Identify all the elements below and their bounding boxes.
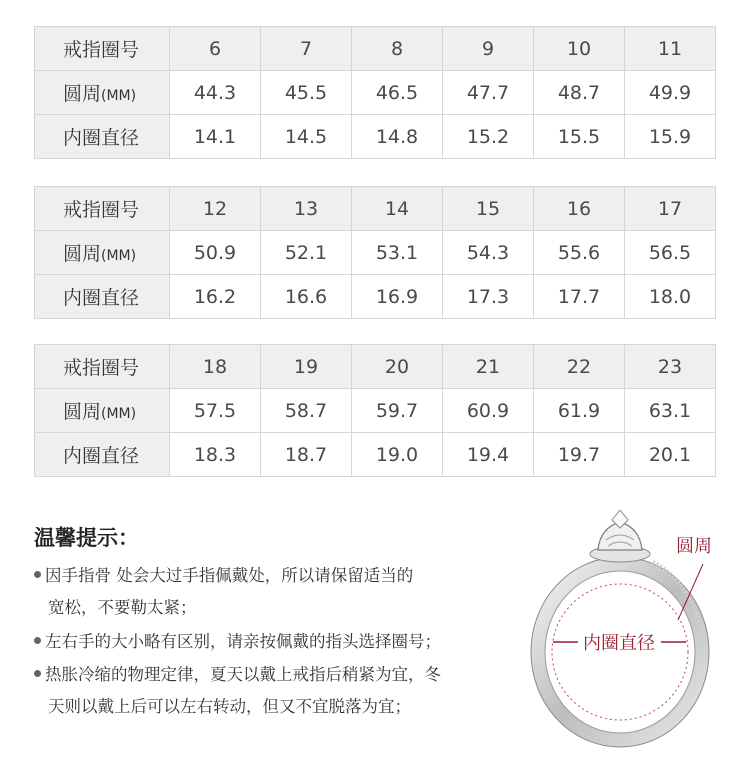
table-row-inner-diameter [35, 115, 716, 159]
circumference-cell: 60.9 [443, 389, 534, 433]
size-cell: 11 [625, 27, 716, 71]
diameter-cell: 14.1 [170, 115, 261, 159]
size-cell: 20 [352, 345, 443, 389]
diameter-cell: 16.6 [261, 275, 352, 319]
size-cell: 19 [261, 345, 352, 389]
diameter-cell: 14.8 [352, 115, 443, 159]
row-label-circumference: 圆周(MM) [35, 71, 170, 115]
bullet-icon [34, 670, 41, 677]
diameter-cell: 17.7 [534, 275, 625, 319]
circumference-cell: 55.6 [534, 231, 625, 275]
size-table-12-17 [34, 186, 716, 319]
diameter-cell: 15.2 [443, 115, 534, 159]
circumference-cell: 44.3 [170, 71, 261, 115]
size-cell: 21 [443, 345, 534, 389]
diameter-cell: 16.9 [352, 275, 443, 319]
size-cell: 12 [170, 187, 261, 231]
row-label-ring-size: 戒指圈号 [35, 345, 170, 389]
diameter-cell: 15.5 [534, 115, 625, 159]
circumference-label: 圆周 [676, 536, 712, 557]
circumference-cell: 50.9 [170, 231, 261, 275]
bullet-icon [34, 571, 41, 578]
diameter-cell: 15.9 [625, 115, 716, 159]
size-cell: 9 [443, 27, 534, 71]
size-cell: 14 [352, 187, 443, 231]
row-label-ring-size: 戒指圈号 [35, 187, 170, 231]
size-cell: 23 [625, 345, 716, 389]
circumference-cell: 58.7 [261, 389, 352, 433]
tip-text-line: 热胀冷缩的物理定律，夏天以戴上戒指后稍紧为宜，冬 [45, 665, 441, 684]
row-label-inner-diameter: 内圈直径 [35, 433, 170, 477]
tip-item [34, 626, 514, 658]
size-cell: 22 [534, 345, 625, 389]
diameter-cell: 18.7 [261, 433, 352, 477]
tip-text-line: 天则以戴上后可以左右转动，但又不宜脱落为宜； [48, 697, 411, 716]
circumference-cell: 48.7 [534, 71, 625, 115]
size-cell: 17 [625, 187, 716, 231]
diameter-cell: 19.0 [352, 433, 443, 477]
bullet-icon [34, 637, 41, 644]
circumference-cell: 53.1 [352, 231, 443, 275]
circumference-cell: 61.9 [534, 389, 625, 433]
circumference-cell: 45.5 [261, 71, 352, 115]
diameter-cell: 14.5 [261, 115, 352, 159]
size-cell: 10 [534, 27, 625, 71]
diameter-cell: 18.3 [170, 433, 261, 477]
table-row-ring-size [35, 345, 716, 389]
circumference-cell: 49.9 [625, 71, 716, 115]
row-label-ring-size: 戒指圈号 [35, 27, 170, 71]
circumference-cell: 63.1 [625, 389, 716, 433]
table-row-circumference [35, 389, 716, 433]
circumference-cell: 54.3 [443, 231, 534, 275]
table-row-inner-diameter [35, 433, 716, 477]
circumference-cell: 56.5 [625, 231, 716, 275]
inner-diameter-label: 内圈直径 [583, 633, 655, 654]
table-row-inner-diameter [35, 275, 716, 319]
row-label-circumference: 圆周(MM) [35, 231, 170, 275]
size-cell: 15 [443, 187, 534, 231]
tip-text-line: 因手指骨 处会大过手指佩戴处，所以请保留适当的 [45, 566, 414, 585]
size-cell: 16 [534, 187, 625, 231]
tip-text-line: 左右手的大小略有区别，请亲按佩戴的指头选择圈号； [45, 632, 441, 651]
row-label-inner-diameter: 内圈直径 [35, 275, 170, 319]
tips-title: 温馨提示： [34, 526, 139, 550]
size-cell: 6 [170, 27, 261, 71]
size-cell: 8 [352, 27, 443, 71]
table-row-ring-size [35, 27, 716, 71]
tip-item [34, 560, 514, 624]
tip-item [34, 659, 514, 723]
size-table-18-23 [34, 344, 716, 477]
circumference-cell: 59.7 [352, 389, 443, 433]
table-row-ring-size [35, 187, 716, 231]
size-cell: 7 [261, 27, 352, 71]
size-table-6-11 [34, 26, 716, 159]
circumference-cell: 47.7 [443, 71, 534, 115]
table-row-circumference [35, 231, 716, 275]
diameter-cell: 19.4 [443, 433, 534, 477]
table-row-circumference [35, 71, 716, 115]
size-cell: 18 [170, 345, 261, 389]
circumference-cell: 52.1 [261, 231, 352, 275]
circumference-cell: 57.5 [170, 389, 261, 433]
diameter-cell: 18.0 [625, 275, 716, 319]
row-label-inner-diameter: 内圈直径 [35, 115, 170, 159]
diameter-cell: 20.1 [625, 433, 716, 477]
diameter-cell: 16.2 [170, 275, 261, 319]
diameter-cell: 17.3 [443, 275, 534, 319]
ring-diagram [528, 510, 738, 750]
row-label-circumference: 圆周(MM) [35, 389, 170, 433]
size-cell: 13 [261, 187, 352, 231]
circumference-cell: 46.5 [352, 71, 443, 115]
diameter-cell: 19.7 [534, 433, 625, 477]
tip-text-line: 宽松，不要勒太紧； [48, 598, 197, 617]
